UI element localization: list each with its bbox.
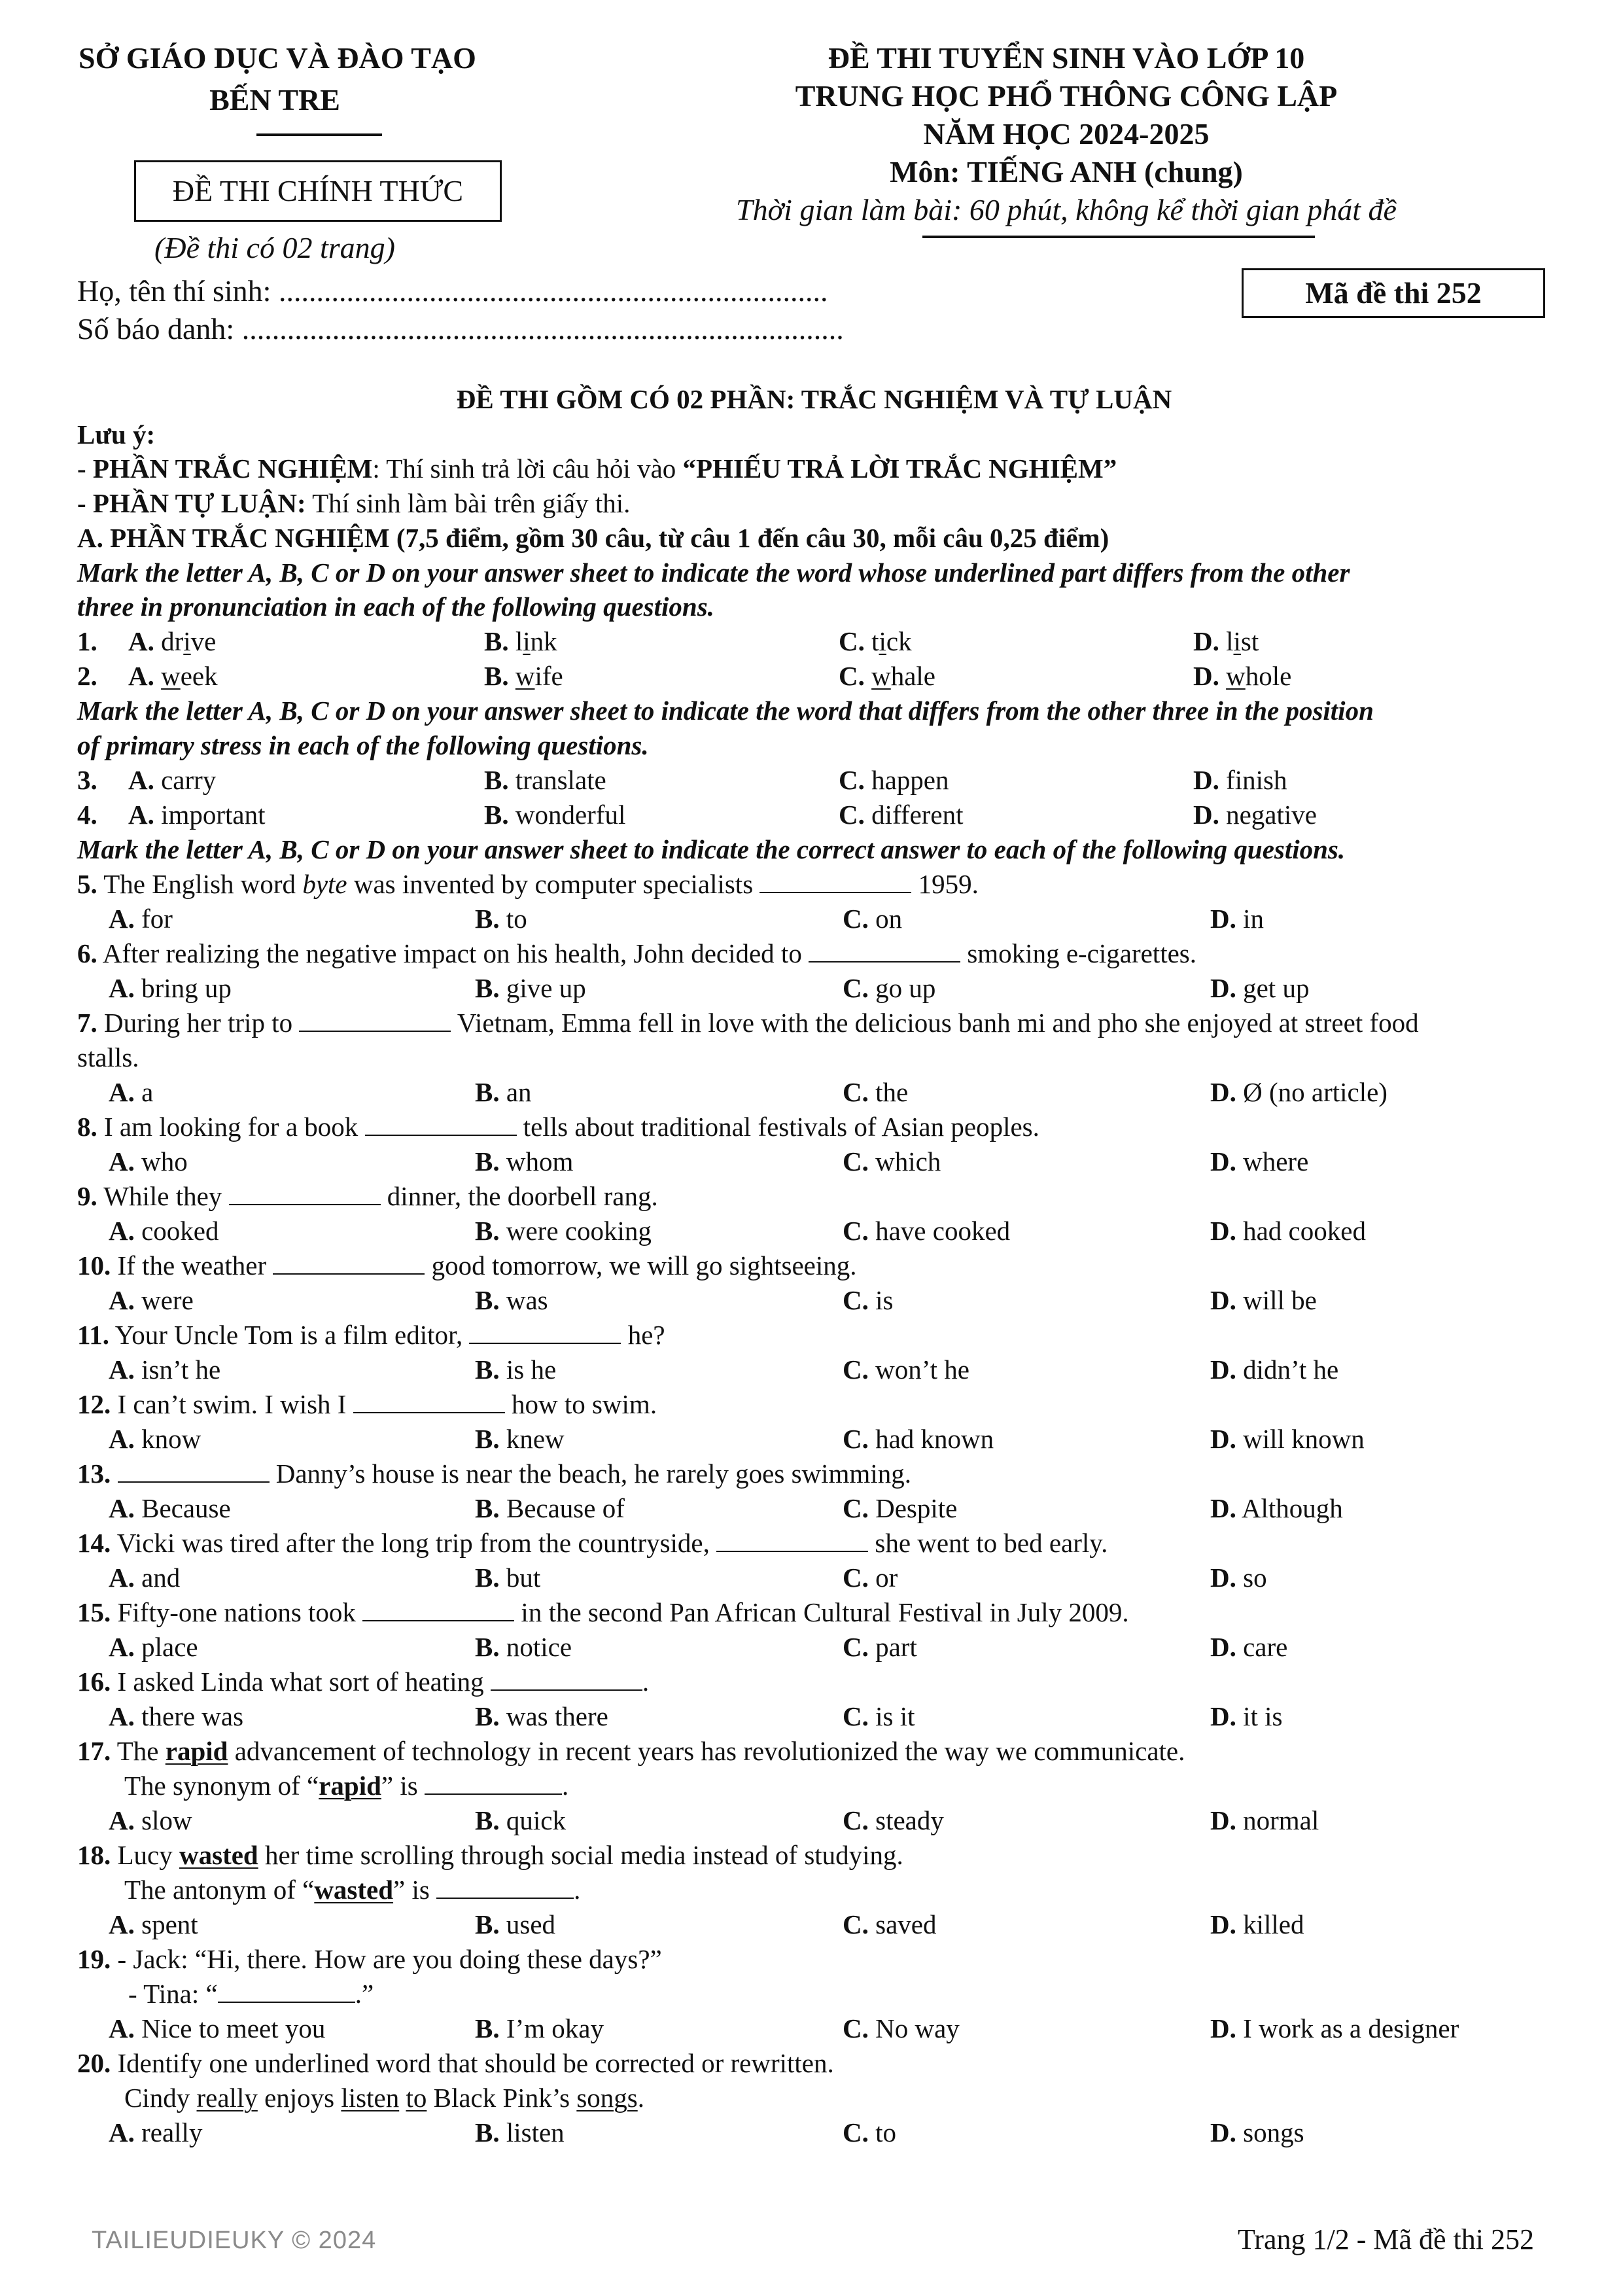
answer-blank — [809, 939, 960, 963]
department-name: SỞ GIÁO DỤC VÀ ĐÀO TẠO — [79, 41, 476, 75]
note-essay-label: - PHẦN TỰ LUẬN: — [77, 488, 306, 518]
question-stem: 19. - Jack: “Hi, there. How are you doing these days?” — [77, 1944, 662, 1974]
province-name: BẾN TRE — [209, 83, 340, 116]
option-a[interactable]: A. Nice to meet you — [109, 2013, 326, 2043]
option-b[interactable]: B. notice — [475, 1632, 572, 1662]
option-c[interactable]: C. to — [843, 2117, 897, 2147]
option-a[interactable]: A. important — [128, 800, 266, 830]
pages-note: (Đề thi có 02 trang) — [154, 231, 395, 264]
question-stem: 13. Danny’s house is near the beach, he rarely goes swimming. — [77, 1458, 911, 1489]
official-exam-label: ĐỀ THI CHÍNH THỨC — [172, 174, 464, 207]
question-number: 4. — [77, 800, 97, 830]
option-c[interactable]: C. saved — [843, 1909, 937, 1939]
note-mc-label: - PHẦN TRẮC NGHIỆM — [77, 453, 373, 484]
question-prompt: The antonym of “wasted” is . — [124, 1875, 581, 1905]
question-stem: 8. I am looking for a book tells about traditional festivals of Asian peoples. — [77, 1112, 1039, 1142]
option-b[interactable]: B. was there — [475, 1701, 608, 1731]
watermark: TAILIEUDIEUKY © 2024 — [92, 2227, 377, 2254]
option-a[interactable]: A. Because — [109, 1493, 231, 1523]
note-essay-text: Thí sinh làm bài trên giấy thi. — [305, 488, 631, 518]
option-a[interactable]: A. cooked — [109, 1216, 219, 1246]
answer-blank — [759, 870, 911, 893]
option-c[interactable]: C. Despite — [843, 1493, 958, 1523]
option-d[interactable]: D. negative — [1193, 800, 1317, 830]
page-number: Trang 1/2 - Mã đề thi 252 — [1237, 2223, 1534, 2255]
official-exam-box — [134, 160, 502, 222]
question-stem: 5. The English word byte was invented by computer specialists 1959. — [77, 869, 979, 899]
exam-code-box — [1242, 268, 1545, 318]
option-b[interactable]: B. was — [475, 1285, 548, 1315]
option-d[interactable]: D. so — [1210, 1563, 1267, 1593]
option-c[interactable]: C. tick — [839, 626, 912, 656]
candidate-name-field: Họ, tên thí sinh: ......................................................................... — [77, 274, 828, 308]
header-right-rule — [922, 236, 1315, 238]
section-a-heading: A. PHẦN TRẮC NGHIỆM (7,5 điểm, gồm 30 câu, từ câu 1 đến câu 30, mỗi câu 0,25 điểm) — [77, 523, 1109, 553]
option-d[interactable]: D. finish — [1193, 765, 1287, 795]
option-c[interactable]: C. which — [843, 1146, 941, 1176]
answer-blank — [118, 1459, 270, 1483]
question-sentence: Cindy really enjoys listen to Black Pink’s songs. — [124, 2083, 644, 2113]
instruction-stress-1: Mark the letter A, B, C or D on your answer sheet to indicate the word that differs from the other three in the position — [77, 696, 1374, 726]
question-number: 1. — [77, 626, 97, 656]
option-d[interactable]: D. care — [1210, 1632, 1288, 1662]
answer-blank — [491, 1667, 642, 1691]
option-c[interactable]: C. different — [839, 800, 964, 830]
option-c[interactable]: C. happen — [839, 765, 949, 795]
exam-code: Mã đề thi 252 — [1305, 276, 1482, 309]
option-a[interactable]: A. for — [109, 904, 173, 934]
question-stem: 9. While they dinner, the doorbell rang. — [77, 1181, 658, 1211]
school-year: NĂM HỌC 2024-2025 — [923, 117, 1210, 150]
header-left-rule — [256, 133, 382, 136]
option-b[interactable]: B. whom — [475, 1146, 574, 1176]
option-a[interactable]: A. who — [109, 1146, 188, 1176]
option-c[interactable]: C. No way — [843, 2013, 960, 2043]
question-stem: 16. I asked Linda what sort of heating . — [77, 1667, 650, 1697]
option-c[interactable]: C. whale — [839, 661, 936, 691]
answer-blank — [436, 1875, 574, 1899]
answer-blank — [469, 1320, 621, 1344]
option-b[interactable]: B. an — [475, 1077, 532, 1107]
question-number: 3. — [77, 765, 97, 795]
question-stem: 11. Your Uncle Tom is a film editor, he? — [77, 1320, 665, 1350]
question-stem: 12. I can’t swim. I wish I how to swim. — [77, 1389, 657, 1419]
option-a[interactable]: A. place — [109, 1632, 198, 1662]
note-mc — [77, 451, 1551, 486]
note-mc-sheet: “PHIẾU TRẢ LỜI TRẮC NGHIỆM” — [682, 453, 1117, 484]
option-d[interactable]: D. list — [1193, 626, 1259, 656]
question-stem: 17. The rapid advancement of technology in recent years has revolutionized the way we communicate. — [77, 1736, 1185, 1766]
option-b[interactable]: B. link — [484, 626, 557, 656]
note-label: Lưu ý: — [77, 419, 156, 450]
option-b[interactable]: B. wonderful — [484, 800, 626, 830]
option-b[interactable]: B. used — [475, 1909, 556, 1939]
subject: Môn: TIẾNG ANH (chung) — [890, 155, 1243, 188]
option-d[interactable]: D. Although — [1210, 1493, 1343, 1523]
option-d[interactable]: D. will known — [1210, 1424, 1365, 1454]
answer-blank — [425, 1771, 562, 1795]
option-c[interactable]: C. go up — [843, 973, 936, 1003]
option-d[interactable]: D. it is — [1210, 1701, 1283, 1731]
instruction-pronunciation-2: three in pronunciation in each of the following questions. — [77, 592, 714, 622]
answer-blank — [299, 1008, 451, 1032]
option-d[interactable]: D. get up — [1210, 973, 1310, 1003]
exam-structure-title: ĐỀ THI GỒM CÓ 02 PHẦN: TRẮC NGHIỆM VÀ TỰ LUẬN — [456, 384, 1172, 414]
option-b[interactable]: B. but — [475, 1563, 541, 1593]
option-a[interactable]: A. drive — [128, 626, 217, 656]
option-a[interactable]: A. and — [109, 1563, 181, 1593]
option-c[interactable]: C. on — [843, 904, 903, 934]
answer-blank — [273, 1251, 425, 1275]
exam-title-line2: TRUNG HỌC PHỔ THÔNG CÔNG LẬP — [795, 79, 1338, 113]
question-stem: 6. After realizing the negative impact on his health, John decided to smoking e-cigarettes. — [77, 938, 1196, 968]
option-a[interactable]: A. bring up — [109, 973, 232, 1003]
answer-blank — [229, 1182, 381, 1205]
option-a[interactable]: A. isn’t he — [109, 1354, 221, 1385]
question-stem: 7. During her trip to Vietnam, Emma fell in love with the delicious banh mi and pho she enjoyed at street food — [77, 1008, 1419, 1038]
option-b[interactable]: B. quick — [475, 1805, 566, 1835]
option-b[interactable]: B. were cooking — [475, 1216, 652, 1246]
exam-title-line1: ĐỀ THI TUYỂN SINH VÀO LỚP 10 — [828, 41, 1305, 75]
option-d[interactable]: D. whole — [1193, 661, 1292, 691]
option-c[interactable]: C. the — [843, 1077, 909, 1107]
option-a[interactable]: A. really — [109, 2117, 203, 2147]
option-a[interactable]: A. slow — [109, 1805, 192, 1835]
option-b[interactable]: B. I’m okay — [475, 2013, 604, 2043]
question-prompt: - Tina: “ .” — [128, 1979, 374, 2009]
option-c[interactable]: C. or — [843, 1563, 898, 1593]
question-number: 2. — [77, 661, 97, 691]
option-d[interactable]: D. I work as a designer — [1210, 2013, 1459, 2043]
candidate-number-field: Số báo danh: ................................................................................ — [77, 312, 844, 345]
option-b[interactable]: B. give up — [475, 973, 586, 1003]
option-c[interactable]: C. is it — [843, 1701, 915, 1731]
question-prompt: The synonym of “rapid” is . — [124, 1771, 569, 1801]
option-a[interactable]: A. know — [109, 1424, 201, 1454]
option-d[interactable]: D. in — [1210, 904, 1265, 934]
option-d[interactable]: D. normal — [1210, 1805, 1319, 1835]
option-d[interactable]: D. didn’t he — [1210, 1354, 1339, 1385]
option-a[interactable]: A. carry — [128, 765, 217, 795]
question-stem: 10. If the weather good tomorrow, we will go sightseeing. — [77, 1250, 857, 1280]
option-a[interactable]: A. spent — [109, 1909, 198, 1939]
option-d[interactable]: D. killed — [1210, 1909, 1304, 1939]
option-d[interactable]: D. songs — [1210, 2117, 1304, 2147]
option-b[interactable]: B. knew — [475, 1424, 565, 1454]
option-c[interactable]: C. won’t he — [843, 1354, 969, 1385]
option-c[interactable]: C. have cooked — [843, 1216, 1011, 1246]
option-d[interactable]: D. Ø (no article) — [1210, 1077, 1387, 1107]
question-stem: 14. Vicki was tired after the long trip from the countryside, she went to bed early. — [77, 1528, 1108, 1558]
option-c[interactable]: C. is — [843, 1285, 894, 1315]
note-mc-text: : Thí sinh trả lời câu hỏi vào — [372, 453, 683, 484]
question-stem: 20. Identify one underlined word that should be corrected or rewritten. — [77, 2048, 834, 2078]
instruction-correct-answer: Mark the letter A, B, C or D on your answer sheet to indicate the correct answer to each of the following questions. — [77, 834, 1346, 864]
answer-blank — [365, 1112, 517, 1136]
option-d[interactable]: D. will be — [1210, 1285, 1317, 1315]
option-a[interactable]: A. a — [109, 1077, 154, 1107]
answer-blank — [218, 1979, 355, 2003]
option-b[interactable]: B. is he — [475, 1354, 557, 1385]
answer-blank — [716, 1528, 868, 1552]
option-b[interactable]: B. to — [475, 904, 527, 934]
option-a[interactable]: A. week — [128, 661, 218, 691]
question-stem: 18. Lucy wasted her time scrolling through social media instead of studying. — [77, 1840, 903, 1870]
question-stem: 15. Fifty-one nations took in the second Pan African Cultural Festival in July 2009. — [77, 1597, 1129, 1627]
note-essay — [77, 486, 1551, 521]
answer-blank — [353, 1390, 505, 1413]
instruction-pronunciation-1: Mark the letter A, B, C or D on your answer sheet to indicate the word whose underlined part differs from the other — [77, 557, 1350, 588]
option-d[interactable]: D. had cooked — [1210, 1216, 1366, 1246]
option-b[interactable]: B. translate — [484, 765, 606, 795]
option-a[interactable]: A. were — [109, 1285, 194, 1315]
option-b[interactable]: B. Because of — [475, 1493, 625, 1523]
option-b[interactable]: B. wife — [484, 661, 563, 691]
option-d[interactable]: D. where — [1210, 1146, 1309, 1176]
answer-blank — [362, 1598, 514, 1621]
option-a[interactable]: A. there was — [109, 1701, 244, 1731]
question-stem-continued: stalls. — [77, 1042, 139, 1072]
instruction-stress-2: of primary stress in each of the following questions. — [77, 730, 649, 760]
time-allowed: Thời gian làm bài: 60 phút, không kể thời gian phát đề — [736, 193, 1397, 226]
option-c[interactable]: C. had known — [843, 1424, 994, 1454]
option-c[interactable]: C. part — [843, 1632, 917, 1662]
option-c[interactable]: C. steady — [843, 1805, 944, 1835]
option-b[interactable]: B. listen — [475, 2117, 565, 2147]
